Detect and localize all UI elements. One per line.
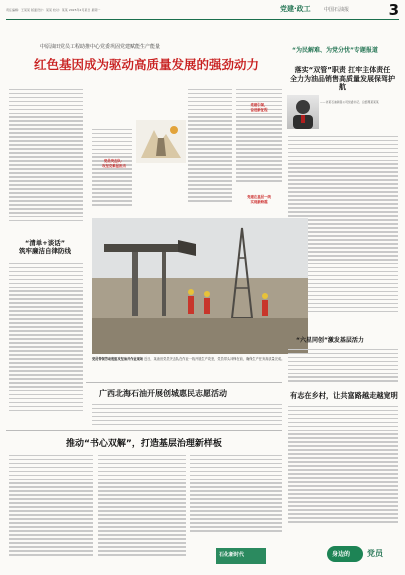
bottom-rule (6, 430, 282, 431)
masthead (6, 1, 399, 19)
portrait-caption: ——访某石油销售公司党委书记、总经理某某某 (320, 100, 379, 104)
column-logo (327, 544, 394, 566)
special-report-banner (286, 42, 399, 58)
photo-caption-text: 近日，某油田党员突击队在作业一线开展生产攻坚，党员带头冲锋在前，确保生产任务高质量完成。 (144, 357, 285, 361)
left-subhead (9, 239, 81, 255)
publication-name: 中国石油报 (324, 7, 350, 13)
strip-rule (86, 382, 282, 383)
shihua-logo (216, 548, 266, 564)
portrait-photo (287, 95, 319, 129)
left-column-body (9, 260, 83, 424)
photo-caption (92, 356, 308, 361)
strip-headline: 广西北海石油开展创城惠民志愿活动 (99, 389, 227, 398)
right-article-title (290, 66, 395, 92)
oilfield-photo (92, 218, 308, 354)
lead-column-2 (92, 126, 132, 214)
photo-caption-title: 党员带领劳动班组攻坚油井作业现场 (92, 357, 143, 361)
lead-column-1 (9, 86, 83, 232)
lead-subhead-a (236, 102, 282, 112)
page-number: 3 (388, 1, 399, 19)
lead-column-3 (188, 86, 232, 214)
bottom-column-3 (190, 452, 282, 542)
left-subhead-text: “清单+谈话” 筑牢廉洁自律防线 (19, 239, 71, 255)
lead-subhead-b-text: 党建在基层一线 实现新跨越 (247, 195, 271, 204)
column-logo-badge-text: 身边的 (332, 551, 351, 558)
bottom-headline: 推动“书心双解”，打造基层治理新样板 (66, 439, 222, 449)
strip-body (92, 401, 282, 429)
lead-subhead-a-text: 党建引领， 奋进新征程 (250, 103, 268, 112)
masthead-meta: 责任编辑：王某某 版面设计：某某 校对：某某 2025年2月某日 星期一 (6, 8, 101, 12)
right-subhead-1-body (288, 346, 398, 386)
lead-pullquote-text: 党员突击队： 攻坚克难显担当 (102, 159, 126, 168)
right-title-text: 落实“双管”职责 扛牢主体责任 全力为油品销售高质量发展保驾护航 (290, 66, 395, 91)
bottom-column-1 (9, 452, 93, 568)
lead-pullquote (94, 158, 134, 168)
bottom-column-2 (98, 452, 186, 568)
lead-headline: 红色基因成为驱动高质量发展的强劲动力 (34, 57, 260, 72)
right-subhead-1: “六星同创”激发基层活力 (296, 337, 364, 344)
lead-subhead-b (236, 194, 282, 204)
lead-kicker: 中原油田党员工程助推中心党委巩固党建赋能生产能量 (40, 44, 161, 50)
section-label: 党建·政工 (280, 5, 311, 13)
column-logo-text: 党员 (367, 549, 383, 558)
lead-illustration (136, 120, 186, 163)
shihua-logo-text: 石化新时代 (219, 552, 245, 558)
masthead-rule (6, 19, 399, 20)
right-subhead-2-body (288, 403, 398, 541)
right-subhead-2: 有志在乡村，让共富路越走越宽明 (290, 391, 398, 400)
banner-text: “为民解难、为党分忧”专题报道 (292, 47, 378, 54)
